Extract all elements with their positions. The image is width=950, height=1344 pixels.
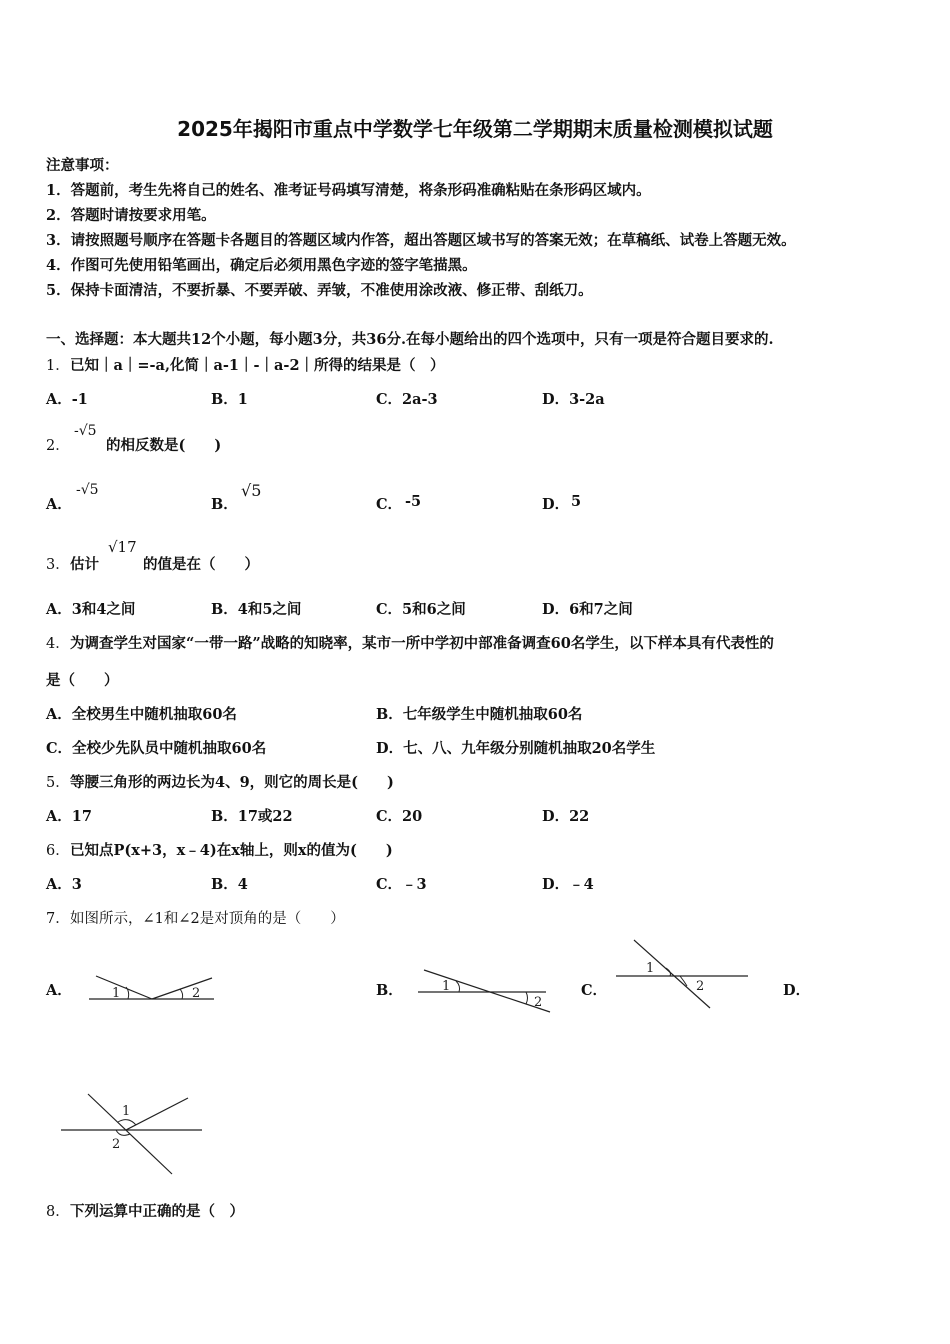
question-number: 7． xyxy=(46,911,70,927)
option-a-label: A． xyxy=(46,496,72,513)
notice-item: 4．作图可先使用铅笔画出，确定后必须用黑色字迹的签字笔描黑。 xyxy=(46,257,477,274)
question-text: 的值是在（ ） xyxy=(143,556,259,573)
option-b-radical: √5 xyxy=(241,481,262,500)
option-a-label: A． xyxy=(46,982,72,999)
option-b: B．17或22 xyxy=(211,808,293,825)
angle-label: 1 xyxy=(122,1104,131,1119)
question-text: 已知｜a｜=-a,化简｜a-1｜-｜a-2｜所得的结果是（ ） xyxy=(70,357,445,374)
question-text-continued: 是（ ） xyxy=(46,672,119,689)
question-number: 5． xyxy=(46,775,70,791)
radical-expression: -√5 xyxy=(74,423,97,439)
option-d-value: 5 xyxy=(571,493,582,510)
question-text: 如图所示，∠1和∠2是对顶角的是（ ） xyxy=(70,911,345,927)
angle-figure-a xyxy=(86,968,218,1008)
radical-expression: √17 xyxy=(108,538,137,556)
option-d-label: D． xyxy=(783,982,811,999)
option-a: A．全校男生中随机抽取60名 xyxy=(46,706,237,723)
option-d-label: D． xyxy=(542,496,570,513)
question-number: 1． xyxy=(46,358,70,374)
angle-figure-d xyxy=(58,1088,206,1180)
question-number: 2． xyxy=(46,438,70,454)
option-a: A．3和4之间 xyxy=(46,601,136,618)
option-d: D．22 xyxy=(542,808,590,825)
question-number: 4． xyxy=(46,636,70,652)
question-text: 下列运算中正确的是（ ） xyxy=(70,1203,244,1220)
question-text: 的相反数是( ) xyxy=(106,437,222,454)
option-b-label: B． xyxy=(376,982,403,999)
notice-item: 5．保持卡面清洁，不要折暴、不要弄破、弄皱，不准使用涂改液、修正带、刮纸刀。 xyxy=(46,282,593,299)
question-text: 已知点P(x+3，x﹣4)在x轴上，则x的值为( ) xyxy=(70,842,393,859)
option-c: C．﹣3 xyxy=(376,876,427,893)
option-b: B．4和5之间 xyxy=(211,601,302,618)
angle-label: 2 xyxy=(534,995,543,1010)
option-d: D．3-2a xyxy=(542,391,605,408)
option-b: B．1 xyxy=(211,391,248,408)
option-c: C．5和6之间 xyxy=(376,601,466,618)
angle-figure-b xyxy=(414,962,556,1016)
section-heading: 一、选择题：本大题共12个小题，每小题3分，共36分.在每小题给出的四个选项中，只有一项是符合题目要求的. xyxy=(46,331,774,348)
option-a: A．-1 xyxy=(46,391,88,408)
angle-label: 1 xyxy=(442,979,451,994)
option-a: A．17 xyxy=(46,808,92,825)
option-a-radical: -√5 xyxy=(76,482,99,498)
option-b-label: B． xyxy=(211,496,238,513)
notice-item: 2．答题时请按要求用笔。 xyxy=(46,207,216,224)
angle-figure-c xyxy=(612,936,754,1014)
option-d: D．﹣4 xyxy=(542,876,594,893)
angle-label: 1 xyxy=(112,986,121,1001)
page-title: 2025年揭阳市重点中学数学七年级第二学期期末质量检测模拟试题 xyxy=(177,117,773,141)
question-text: 估计 xyxy=(70,556,99,573)
notice-item: 1．答题前，考生先将自己的姓名、准考证号码填写清楚，将条形码准确粘贴在条形码区域内。 xyxy=(46,182,651,199)
question-text: 等腰三角形的两边长为4、9，则它的周长是( ) xyxy=(70,774,394,791)
notice-item: 3．请按照题号顺序在答题卡各题目的答题区域内作答，超出答题区域书写的答案无效；在草稿纸、试卷上答题无效。 xyxy=(46,232,796,249)
angle-label: 1 xyxy=(646,961,655,976)
option-c-label: C． xyxy=(376,496,403,513)
option-c: C．全校少先队员中随机抽取60名 xyxy=(46,740,267,757)
option-d: D．七、八、九年级分别随机抽取20名学生 xyxy=(376,740,656,757)
angle-label: 2 xyxy=(192,986,201,1001)
angle-label: 2 xyxy=(696,979,705,994)
angle-label: 2 xyxy=(112,1137,121,1152)
question-number: 8． xyxy=(46,1204,70,1220)
option-a: A．3 xyxy=(46,876,82,893)
notice-heading: 注意事项： xyxy=(46,157,119,174)
option-c-label: C． xyxy=(581,982,608,999)
option-b: B．4 xyxy=(211,876,248,893)
option-c-value: -5 xyxy=(405,493,422,510)
option-d: D．6和7之间 xyxy=(542,601,633,618)
option-c: C．20 xyxy=(376,808,423,825)
option-c: C．2a-3 xyxy=(376,391,438,408)
question-text: 为调查学生对国家“一带一路”战略的知晓率，某市一所中学初中部准备调查60名学生，以下样本具有代表性的 xyxy=(70,635,774,652)
option-b: B．七年级学生中随机抽取60名 xyxy=(376,706,583,723)
question-number: 3． xyxy=(46,557,70,573)
question-number: 6． xyxy=(46,843,70,859)
